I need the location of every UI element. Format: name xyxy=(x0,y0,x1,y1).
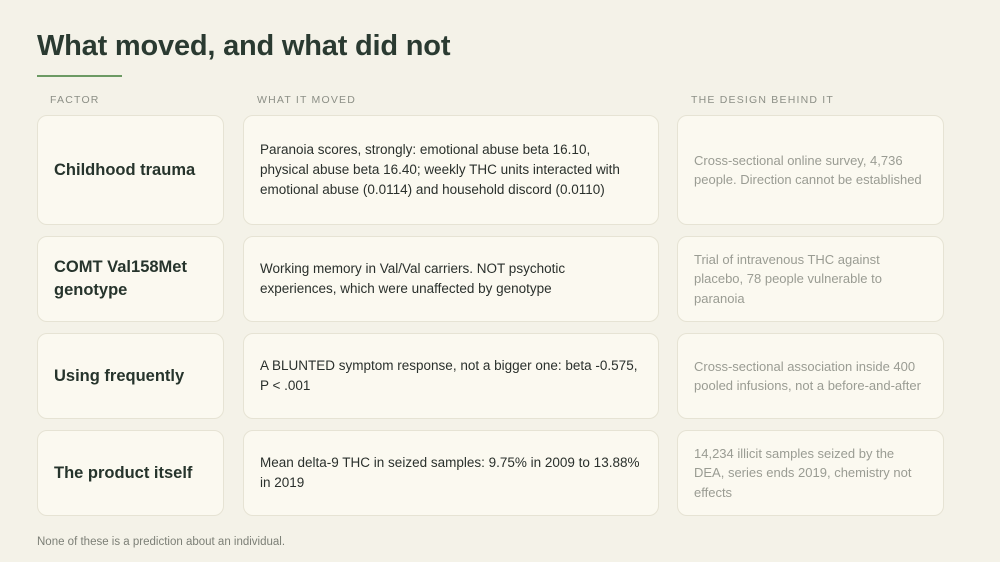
moved-card xyxy=(243,236,659,322)
column-header-moved: WHAT IT MOVED xyxy=(257,94,357,106)
design-text: 14,234 illicit samples seized by the DEA, series ends 2019, chemistry not effects xyxy=(694,445,912,500)
moved-text: A BLUNTED symptom response, not a bigger one: beta -0.575, P < .001 xyxy=(260,358,638,393)
page-title: What moved, and what did not xyxy=(37,30,451,62)
moved-text: Mean delta-9 THC in seized samples: 9.75% in 2009 to 13.88% in 2019 xyxy=(260,455,640,490)
moved-card xyxy=(243,115,659,225)
factor-card xyxy=(37,236,224,322)
moved-text: Working memory in Val/Val carriers. NOT psychotic experiences, which were unaffected by genotype xyxy=(260,261,566,296)
factor-label: COMT Val158Met genotype xyxy=(54,258,187,299)
moved-text: Paranoia scores, strongly: emotional abuse beta 16.10, physical abuse beta 16.40; weekly THC units interacted with emotional abuse (0.0114) and household discord (0.0110) xyxy=(260,142,620,197)
column-header-design: THE DESIGN BEHIND IT xyxy=(691,94,835,106)
title-underline xyxy=(37,75,122,77)
design-text: Cross-sectional online survey, 4,736 people. Direction cannot be established xyxy=(694,152,922,187)
design-card xyxy=(677,115,944,225)
factor-label: Childhood trauma xyxy=(54,160,196,179)
factor-label: The product itself xyxy=(54,463,193,482)
factor-card xyxy=(37,115,224,225)
column-header-factor: FACTOR xyxy=(50,94,100,106)
design-text: Trial of intravenous THC against placebo, 78 people vulnerable to paranoia xyxy=(694,251,882,306)
factor-card xyxy=(37,430,224,516)
design-card xyxy=(677,333,944,419)
factor-label: Using frequently xyxy=(54,366,185,385)
footnote: None of these is a prediction about an individual. xyxy=(37,536,286,548)
design-text: Cross-sectional association inside 400 pooled infusions, not a before-and-after xyxy=(694,358,921,393)
moved-card xyxy=(243,333,659,419)
design-card xyxy=(677,430,944,516)
factor-card xyxy=(37,333,224,419)
moved-card xyxy=(243,430,659,516)
design-card xyxy=(677,236,944,322)
